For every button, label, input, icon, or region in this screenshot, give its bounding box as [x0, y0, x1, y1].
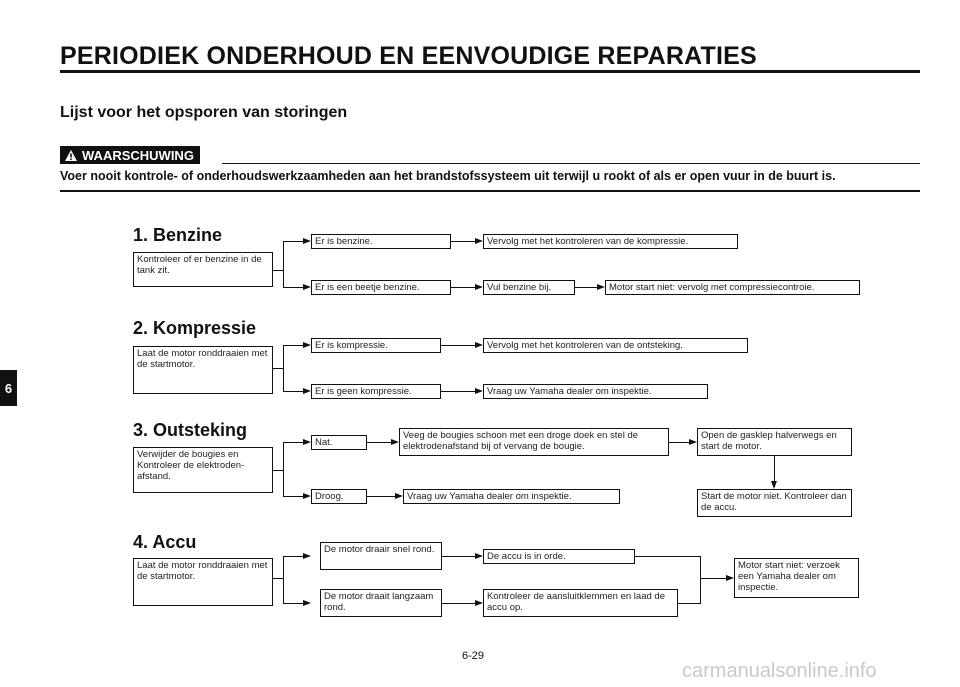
s1-yes-next-box: Vervolg met het kontroleren van de kompressie. [483, 234, 738, 249]
s3-connector [273, 470, 283, 471]
arrow-head [303, 600, 311, 606]
warning-label: WAARSCHUWING [82, 147, 194, 163]
s2-yes-next-box: Vervolg met het kontroleren van de ontsteking. [483, 338, 748, 353]
s4-connector [273, 578, 283, 579]
s2-branch-bottom [283, 391, 303, 392]
s2-yes-box: Er is kompressie. [311, 338, 441, 353]
arrow-head [395, 493, 403, 499]
s2-branch-top [283, 345, 303, 346]
page-subtitle: Lijst voor het opsporen van storingen [60, 104, 348, 121]
s1-connector [273, 270, 283, 271]
s2-no-box: Er is geen kompressie. [311, 384, 441, 399]
s1-no-connector [451, 287, 475, 288]
page-title: PERIODIEK ONDERHOUD EN EENVOUDIGE REPARATIES [60, 42, 757, 70]
arrow-head [303, 284, 311, 290]
s4-slow-box: De motor draait langzaam rond. [320, 589, 442, 617]
arrow-head [391, 439, 399, 445]
section-4-heading: 4. Accu [133, 532, 197, 552]
s2-no-next-box: Vraag uw Yamaha dealer om inspektie. [483, 384, 708, 399]
s1-no-next-box: Vul benzine bij. [483, 280, 575, 295]
s4-merge-line [700, 556, 701, 604]
warning-text: Voer nooit kontrole- of onderhoudswerkzaamheden aan het brandstofssysteem uit terwijl u rookt of als er open vuur in de buurt is. [60, 169, 836, 183]
s1-branch [283, 241, 284, 287]
arrow-head [475, 388, 483, 394]
title-rule [60, 70, 920, 73]
s1-branch-top [283, 241, 303, 242]
s3-wet-next-box: Veeg de bougies schoon met een droge doek en stel de elektrodenafstand bij of vervang de bougie. [399, 428, 669, 456]
s4-slow-connector [442, 603, 475, 604]
s1-branch-bottom [283, 287, 303, 288]
s2-connector [273, 368, 283, 369]
arrow-head-down [771, 481, 777, 489]
arrow-head [475, 342, 483, 348]
s3-dry-box: Droog. [311, 489, 367, 504]
arrow-head [597, 284, 605, 290]
arrow-head [726, 575, 734, 581]
chapter-tab: 6 [0, 370, 17, 406]
s1-yes-connector [451, 241, 475, 242]
s4-branch-bottom [283, 603, 303, 604]
arrow-head [303, 553, 311, 559]
s4-merge-connector [700, 578, 726, 579]
s2-branch [283, 345, 284, 391]
section-1-heading: 1. Benzine [133, 225, 223, 245]
arrow-head [475, 553, 483, 559]
arrow-head [303, 388, 311, 394]
s2-start-box: Laat de motor ronddraaien met de startmotor. [133, 346, 273, 394]
arrow-head [303, 439, 311, 445]
warning-bottom-rule [60, 190, 920, 192]
s3-wet-connector [367, 442, 391, 443]
arrow-head [475, 600, 483, 606]
s4-start-box: Laat de motor ronddraaien met de startmotor. [133, 558, 273, 606]
s1-no-next2-box: Motor start niet: vervolg met compressiecontroie. [605, 280, 860, 295]
arrow-head [303, 238, 311, 244]
watermark: carmanualsonline.info [682, 660, 877, 682]
s3-branch-top [283, 442, 303, 443]
warning-triangle-icon [64, 149, 78, 162]
s4-branch [283, 556, 284, 603]
warning-rule [222, 163, 920, 164]
s3-down-connector [774, 456, 775, 482]
section-3-heading: 3. Outsteking [133, 420, 248, 440]
arrow-head [303, 493, 311, 499]
s1-start-box: Kontroleer of er benzine in de tank zit. [133, 252, 273, 287]
s3-wet-box: Nat. [311, 435, 367, 450]
arrow-head [689, 439, 697, 445]
s3-wet-next2-box: Open de gasklep halverwegs en start de motor. [697, 428, 852, 456]
s3-start-box: Verwijder de bougies en Kontroleer de elektroden-afstand. [133, 447, 273, 493]
s1-no-box: Er is een beetje benzine. [311, 280, 451, 295]
section-2-heading: 2. Kompressie [133, 318, 257, 338]
s4-fast-next-connector [635, 556, 700, 557]
s2-yes-connector [441, 345, 475, 346]
s4-result-box: Motor start niet: verzoek een Yamaha dealer om inspectie. [734, 558, 859, 598]
s4-fast-next-box: De accu is in orde. [483, 549, 635, 564]
s2-no-connector [441, 391, 475, 392]
s3-branch [283, 442, 284, 496]
s1-yes-box: Er is benzine. [311, 234, 451, 249]
s1-no-next-connector [575, 287, 597, 288]
s3-wet-next-connector [669, 442, 689, 443]
warning-badge [60, 146, 200, 164]
s4-slow-next-connector [678, 603, 700, 604]
arrow-head [303, 342, 311, 348]
s3-wet-next3-box: Start de motor niet. Kontroleer dan de accu. [697, 489, 852, 517]
page-number: 6-29 [462, 650, 485, 662]
s3-dry-connector [367, 496, 395, 497]
s4-fast-box: De motor draair snel rond. [320, 542, 442, 570]
s3-branch-bottom [283, 496, 303, 497]
arrow-head [475, 284, 483, 290]
s4-fast-connector [442, 556, 475, 557]
arrow-head [475, 238, 483, 244]
s4-branch-top [283, 556, 303, 557]
s3-dry-next-box: Vraag uw Yamaha dealer om inspektie. [403, 489, 620, 504]
s4-slow-next-box: Kontroleer de aansluitklemmen en laad de accu op. [483, 589, 678, 617]
